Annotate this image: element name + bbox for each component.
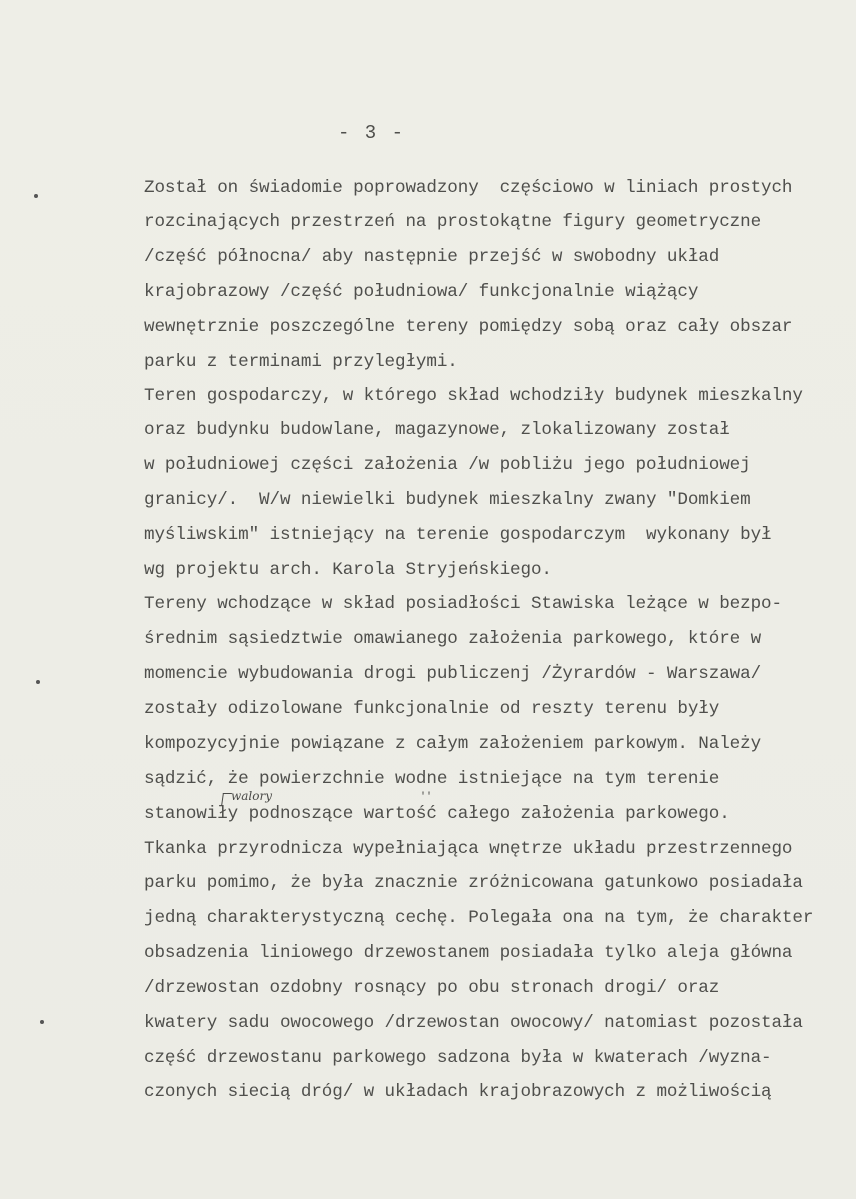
text-line: Tereny wchodzące w skład posiadłości Stawiska leżące w bezpo- bbox=[144, 594, 782, 614]
text-line: jedną charakterystyczną cechę. Polegała ona na tym, że charakter bbox=[144, 908, 814, 928]
text-line: /część północna/ aby następnie przejść w swobodny układ bbox=[144, 247, 720, 267]
text-line: rozcinających przestrzeń na prostokątne figury geometryczne bbox=[144, 212, 762, 232]
text-line: zostały odizolowane funkcjonalnie od reszty terenu były bbox=[144, 699, 720, 719]
text-line: /drzewostan ozdobny rosnący po obu stronach drogi/ oraz bbox=[144, 978, 720, 998]
text-line: krajobrazowy /część południowa/ funkcjonalnie wiążący bbox=[144, 282, 699, 302]
text-line: Teren gospodarczy, w którego skład wchodziły budynek mieszkalny bbox=[144, 386, 803, 406]
text-line: czonych siecią dróg/ w układach krajobrazowych z możliwością bbox=[144, 1082, 772, 1102]
text-line: kwatery sadu owocowego /drzewostan owocowy/ natomiast pozostała bbox=[144, 1013, 803, 1033]
text-line: obsadzenia liniowego drzewostanem posiadała tylko aleja główna bbox=[144, 943, 793, 963]
text-line: część drzewostanu parkowego sadzona była w kwaterach /wyzna- bbox=[144, 1048, 772, 1068]
text-line: Tkanka przyrodnicza wypełniająca wnętrze układu przestrzennego bbox=[144, 839, 793, 859]
text-line: Został on świadomie poprowadzony częściowo w liniach prostych bbox=[144, 178, 793, 198]
text-line: myśliwskim" istniejący na terenie gospodarczym wykonany był bbox=[144, 525, 772, 545]
text-line: stanowiły podnoszące wartość całego założenia parkowego. bbox=[144, 804, 730, 824]
text-line: oraz budynku budowlane, magazynowe, zlokalizowany został bbox=[144, 420, 730, 440]
text-line: wewnętrznie poszczególne tereny pomiędzy sobą oraz cały obszar bbox=[144, 317, 793, 337]
text-line: średnim sąsiedztwie omawianego założenia parkowego, które w bbox=[144, 629, 762, 649]
text-line: momencie wybudowania drogi publiczenj /Żyrardów - Warszawa/ bbox=[144, 664, 762, 684]
handwritten-marks: '' bbox=[420, 792, 433, 803]
punch-hole-mark bbox=[34, 194, 38, 198]
punch-hole-mark bbox=[36, 680, 40, 684]
text-line: parku pomimo, że była znacznie zróżnicowana gatunkowo posiadała bbox=[144, 873, 803, 893]
text-line: sądzić, że powierzchnie wodne istniejące na tym terenie bbox=[144, 769, 720, 789]
text-line: granicy/. W/w niewielki budynek mieszkalny zwany "Domkiem bbox=[144, 490, 751, 510]
text-line: parku z terminami przyległymi. bbox=[144, 352, 458, 372]
text-line: kompozycyjnie powiązane z całym założeniem parkowym. Należy bbox=[144, 734, 762, 754]
handwritten-annotation: walory bbox=[231, 789, 273, 803]
page-number: - 3 - bbox=[338, 122, 406, 144]
punch-hole-mark bbox=[40, 1020, 44, 1024]
text-line: w południowej części założenia /w pobliżu jego południowej bbox=[144, 455, 751, 475]
insertion-mark bbox=[221, 793, 232, 806]
text-line: wg projektu arch. Karola Stryjeńskiego. bbox=[144, 560, 552, 580]
